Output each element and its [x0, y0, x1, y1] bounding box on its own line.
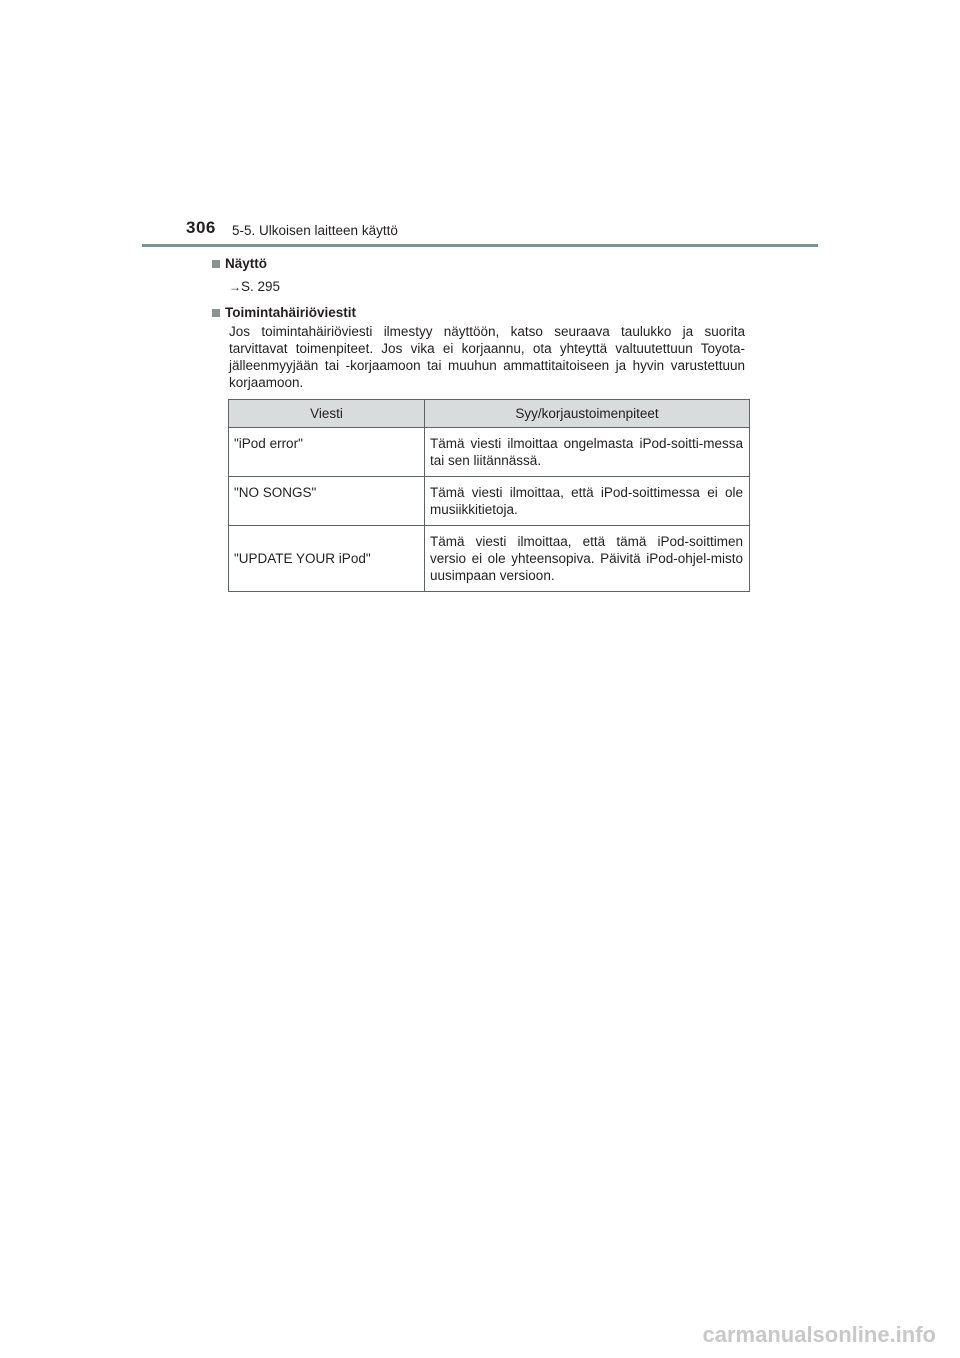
subheading-label: Toimintahäiriöviestit [225, 305, 357, 320]
table-cell-message: "NO SONGS" [229, 477, 425, 526]
page-reference [229, 277, 751, 297]
messages-table [228, 399, 750, 592]
page-number: 306 [186, 218, 216, 237]
arrow-right-icon: → [229, 280, 241, 294]
page-reference-text: S. 295 [241, 279, 281, 294]
table-row [229, 526, 750, 592]
subheading-label: Näyttö [225, 256, 268, 271]
table-cell-message: "iPod error" [229, 428, 425, 477]
square-bullet-icon [212, 309, 220, 317]
table-cell-action: Tämä viesti ilmoittaa, että iPod-soittimessa ei ole musiikkitietoja. [425, 477, 750, 526]
table-cell-action: Tämä viesti ilmoittaa, että tämä iPod-soittimen versio ei ole yhteensopiva. Päivitä iPod-ohjel-misto uusimpaan versioon. [425, 526, 750, 592]
table-row [229, 477, 750, 526]
table-cell-message: "UPDATE YOUR iPod" [229, 526, 425, 592]
section-title: 5-5. Ulkoisen laitteen käyttö [232, 223, 398, 238]
square-bullet-icon [212, 260, 220, 268]
table-header-row [229, 400, 750, 428]
subheading-toimintahairioviestit [211, 303, 751, 322]
table-header-cell: Syy/korjaustoimenpiteet [425, 400, 750, 428]
table-cell-action: Tämä viesti ilmoittaa ongelmasta iPod-soitti-messa tai sen liitännässä. [425, 428, 750, 477]
page-content [211, 254, 751, 391]
table-header-cell: Viesti [229, 400, 425, 428]
watermark: carmanualsonline.info [702, 1322, 936, 1347]
header-divider [142, 244, 818, 247]
body-paragraph: Jos toimintahäiriöviesti ilmestyy näyttöön, katso seuraava taulukko ja suorita tarvittavat toimenpiteet. Jos vika ei korjaannu, ota yhteyttä valtuutettuun Toyota-jälleenmyyjään tai -korjaamoon tai muuhun ammattitaitoiseen ja hyvin varustettuun korjaamoon. [229, 324, 745, 390]
subheading-naytto [211, 254, 751, 273]
table-row [229, 428, 750, 477]
